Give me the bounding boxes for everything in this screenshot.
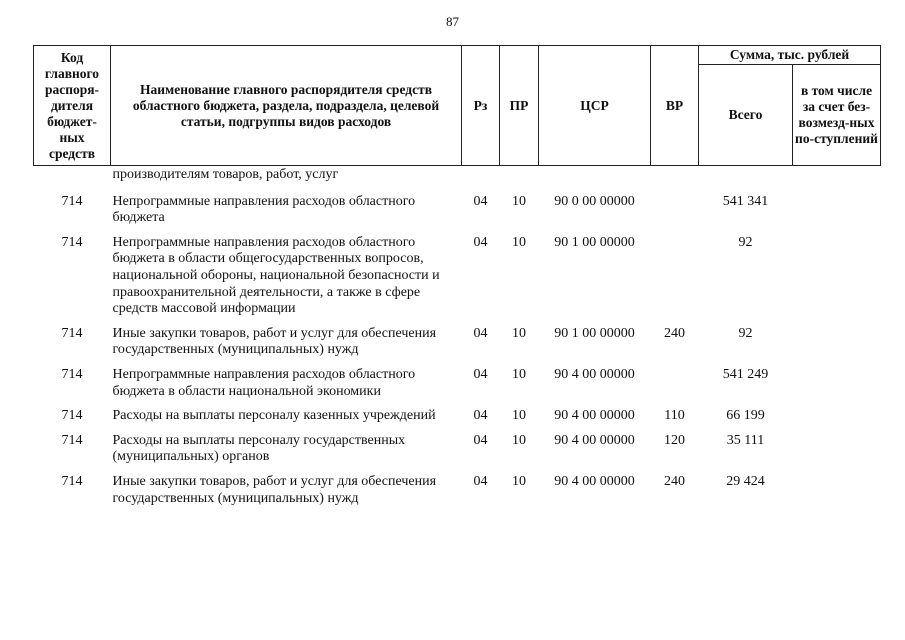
table-row	[34, 235, 881, 326]
cell-code: 714	[61, 325, 83, 341]
cell-code: 714	[61, 193, 83, 209]
cell-rz: 04	[473, 432, 488, 448]
cell-code: 714	[61, 234, 83, 250]
header-total: Всего	[699, 65, 793, 166]
continuation-row	[34, 166, 881, 194]
header-vr: ВР	[651, 46, 699, 166]
header-csr: ЦСР	[539, 46, 651, 166]
cell-total: 66 199	[726, 408, 765, 424]
cell-csr: 90 4 00 00000	[554, 366, 635, 382]
cell-rz	[462, 166, 500, 194]
cell-rz: 04	[473, 408, 488, 424]
cell-pr: 10	[512, 193, 526, 209]
cell-name: Непрограммные направления расходов областного бюджета в области национальной экономики	[112, 366, 416, 399]
cell-total: 541 249	[722, 366, 769, 382]
cell-pr	[500, 166, 539, 194]
cell-name: Расходы на выплаты персоналу казенных учреждений	[112, 408, 436, 424]
cell-total: 541 341	[722, 193, 769, 209]
cell-csr	[539, 166, 651, 194]
cell-code: 714	[61, 366, 83, 382]
cell-vr	[651, 367, 699, 408]
cell-pr: 10	[512, 234, 526, 250]
cell-rz: 04	[473, 234, 488, 250]
cell-pr: 10	[512, 325, 526, 341]
cell-vr: 240	[664, 325, 685, 341]
cell-csr: 90 4 00 00000	[554, 432, 635, 448]
cell-rz: 04	[473, 325, 488, 341]
cell-incl	[793, 408, 881, 433]
cell-incl	[793, 433, 881, 474]
cell-name: Иные закупки товаров, работ и услуг для обеспечения государственных (муниципальных) нужд	[112, 473, 437, 506]
table-row	[34, 433, 881, 474]
cell-vr	[651, 166, 699, 194]
header-rz: Рз	[462, 46, 500, 166]
table-row	[34, 474, 881, 515]
cell-vr: 240	[664, 473, 685, 489]
table-row	[34, 326, 881, 367]
cell-vr: 120	[664, 432, 685, 448]
cell-incl	[793, 166, 881, 194]
cell-rz: 04	[473, 473, 488, 489]
cell-total	[699, 166, 793, 194]
cell-pr: 10	[512, 473, 526, 489]
cell-code: 714	[61, 432, 83, 448]
table-row	[34, 194, 881, 235]
header-pr: ПР	[500, 46, 539, 166]
cell-vr	[651, 194, 699, 235]
cell-pr: 10	[512, 432, 526, 448]
table-body	[34, 166, 881, 516]
cell-name: Непрограммные направления расходов областного бюджета в области общегосударственных вопросов, национальной обороны, национальной безопасности и правоохранительной деятельности, а также в сфере средств массовой информации	[112, 234, 440, 317]
cell-csr: 90 1 00 00000	[554, 234, 635, 250]
header-name: Наименование главного распорядителя средств областного бюджета, раздела, подраздела, целевой статьи, подгруппы видов расходов	[111, 46, 462, 166]
cell-csr: 90 4 00 00000	[554, 473, 635, 489]
cell-incl	[793, 235, 881, 326]
table-header	[34, 46, 881, 166]
table-row	[34, 367, 881, 408]
cell-incl	[793, 194, 881, 235]
cell-rz: 04	[473, 366, 488, 382]
cell-pr: 10	[512, 366, 526, 382]
cell-total: 92	[738, 234, 753, 250]
table-row	[34, 408, 881, 433]
cell-incl	[793, 367, 881, 408]
cell-csr: 90 4 00 00000	[554, 408, 635, 424]
cell-total: 29 424	[726, 473, 765, 489]
cell-csr: 90 1 00 00000	[554, 325, 635, 341]
cell-pr: 10	[512, 408, 526, 424]
cell-rz: 04	[473, 193, 488, 209]
page-number: 87	[446, 14, 459, 29]
cell-code: 714	[61, 408, 83, 424]
cell-total: 35 111	[726, 432, 765, 448]
header-code: Код главного распоря-дителя бюджет-ных средств	[34, 46, 111, 166]
cell-name: Расходы на выплаты персоналу государственных (муниципальных) органов	[112, 432, 406, 465]
cell-code	[34, 166, 111, 194]
cell-total: 92	[738, 325, 753, 341]
header-sum-group: Сумма, тыс. рублей	[699, 46, 881, 65]
cell-code: 714	[61, 473, 83, 489]
budget-table	[33, 45, 881, 515]
cell-incl	[793, 326, 881, 367]
header-incl-gratuitous: в том числе за счет без-возмезд-ных по-ступлений	[793, 65, 881, 166]
cell-vr: 110	[664, 408, 685, 424]
cell-vr	[651, 235, 699, 326]
cell-name: Иные закупки товаров, работ и услуг для обеспечения государственных (муниципальных) нужд	[112, 325, 437, 358]
cell-name: производителям товаров, работ, услуг	[112, 167, 339, 182]
cell-csr: 90 0 00 00000	[554, 193, 635, 209]
cell-name: Непрограммные направления расходов областного бюджета	[112, 193, 416, 226]
cell-incl	[793, 474, 881, 515]
